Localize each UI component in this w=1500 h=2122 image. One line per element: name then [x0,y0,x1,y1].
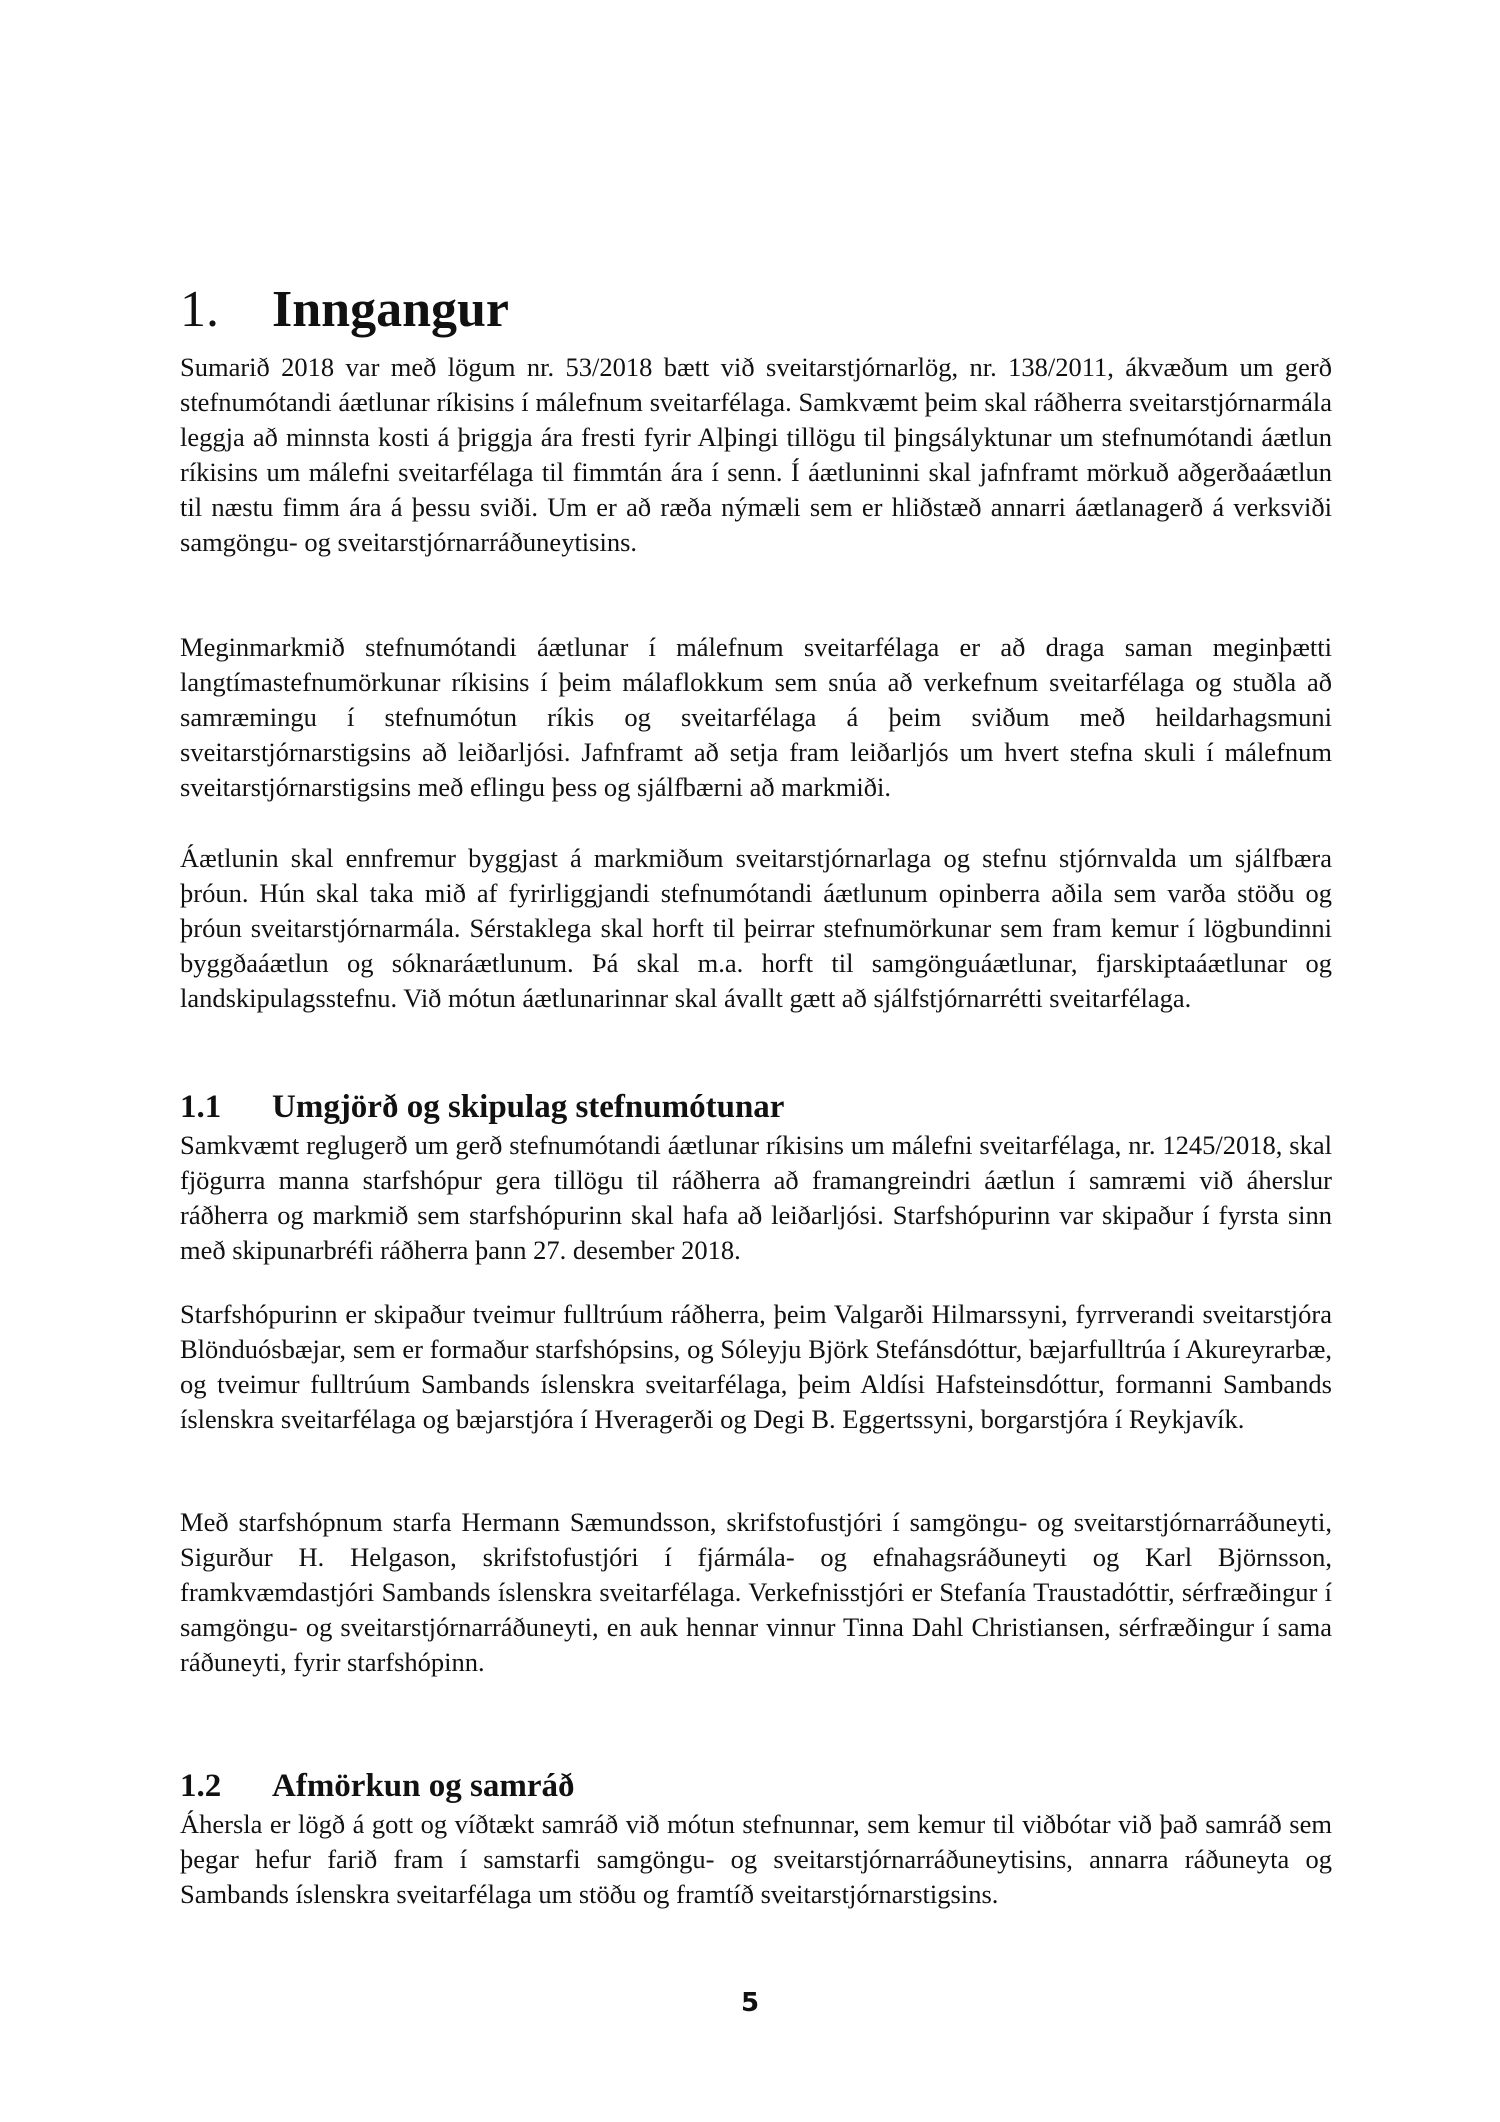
paragraph: Meginmarkmið stefnumótandi áætlunar í málefnum sveitarfélaga er að draga saman meginþætti langtímastefnumörkunar ríkisins í þeim málaflokkum sem snúa að verkefnum sveitarfélaga og stuðla að samræmingu í stefnumótun ríkis og sveitarfélaga á þeim sviðum með heildarhagsmuni sveitarstjórnarstigsins að leiðarljósi. Jafnframt að setja fram leiðarljós um hvert stefna skuli í málefnum sveitarstjórnarstigsins með eflingu þess og sjálfbærni að markmiði. [180,632,1332,802]
paragraph: Áhersla er lögð á gott og víðtækt samráð við mótun stefnunnar, sem kemur til viðbótar við það samráð sem þegar hefur farið fram í samstarfi samgöngu- og sveitarstjórnarráðuneytisins, annarra ráðuneyta og Sambands íslenskra sveitarfélaga um stöðu og framtíð sveitarstjórnarstigsins. [180,1809,1332,1909]
paragraph: Áætlunin skal ennfremur byggjast á markmiðum sveitarstjórnarlaga og stefnu stjórnvalda um sjálfbæra þróun. Hún skal taka mið af fyrirliggjandi stefnumótandi áætlunum opinberra aðila sem varða stöðu og þróun sveitarstjórnarmála. Sérstaklega skal horft til þeirrar stefnumörkunar sem fram kemur í lögbundinni byggðaáætlun og sóknaráætlunum. Þá skal m.a. horft til samgönguáætlunar, fjarskiptaáætlunar og landskipulagsstefnu. Við mótun áætlunarinnar skal ávallt gætt að sjálfstjórnarrétti sveitarfélaga. [180,843,1332,1013]
subsection-heading [180,1087,1332,1127]
paragraph: Starfshópurinn er skipaður tveimur fulltrúum ráðherra, þeim Valgarði Hilmarssyni, fyrrverandi sveitarstjóra Blönduósbæjar, sem er formaður starfshópsins, og Sóleyju Björk Stefánsdóttur, bæjarfulltrúa í Akureyrarbæ, og tveimur fulltrúum Sambands íslenskra sveitarfélaga, þeim Aldísi Hafsteinsdóttur, formanni Sambands íslenskra sveitarfélaga og bæjarstjóra í Hveragerði og Degi B. Eggertssyni, borgarstjóra í Reykjavík. [180,1299,1332,1434]
subsection-number: 1.1 [180,1089,222,1125]
paragraph: Sumarið 2018 var með lögum nr. 53/2018 bætt við sveitarstjórnarlög, nr. 138/2011, ákvæðum um gerð stefnumótandi áætlunar ríkisins í málefnum sveitarfélaga. Samkvæmt þeim skal ráðherra sveitarstjórnarmála leggja að minnsta kosti á þriggja ára fresti fyrir Alþingi tillögu til þingsályktunar um stefnumótandi áætlun ríkisins um málefni sveitarfélaga til fimmtán ára í senn. Í áætluninni skal jafnframt mörkuð aðgerðaáætlun til næstu fimm ára á þessu sviði. Um er að ræða nýmæli sem er hliðstæð annarri áætlanagerð á verksviði samgöngu- og sveitarstjórnarráðuneytisins. [180,352,1332,557]
subsection-number: 1.2 [180,1768,222,1804]
section-number: 1. [180,281,219,338]
section-heading [180,280,1332,340]
subsection-heading [180,1766,1332,1806]
subsection-title: Afmörkun og samráð [272,1768,575,1804]
paragraph: Samkvæmt reglugerð um gerð stefnumótandi áætlunar ríkisins um málefni sveitarfélaga, nr. 1245/2018, skal fjögurra manna starfshópur gera tillögu til ráðherra að framangreindri áætlun í samræmi við áherslur ráðherra og markmið sem starfshópurinn skal hafa að leiðarljósi. Starfshópurinn var skipaður í fyrsta sinn með skipunarbréfi ráðherra þann 27. desember 2018. [180,1130,1332,1265]
section-title: Inngangur [272,281,509,338]
subsection-title: Umgjörð og skipulag stefnumótunar [272,1089,785,1125]
page-number: 5 [740,1988,760,2018]
paragraph: Með starfshópnum starfa Hermann Sæmundsson, skrifstofustjóri í samgöngu- og sveitarstjórnarráðuneyti, Sigurður H. Helgason, skrifstofustjóri í fjármála- og efnahagsráðuneyti og Karl Björnsson, framkvæmdastjóri Sambands íslenskra sveitarfélaga. Verkefnisstjóri er Stefanía Traustadóttir, sérfræðingur í samgöngu- og sveitarstjórnarráðuneyti, en auk hennar vinnur Tinna Dahl Christiansen, sérfræðingur í sama ráðuneyti, fyrir starfshópinn. [180,1507,1332,1677]
